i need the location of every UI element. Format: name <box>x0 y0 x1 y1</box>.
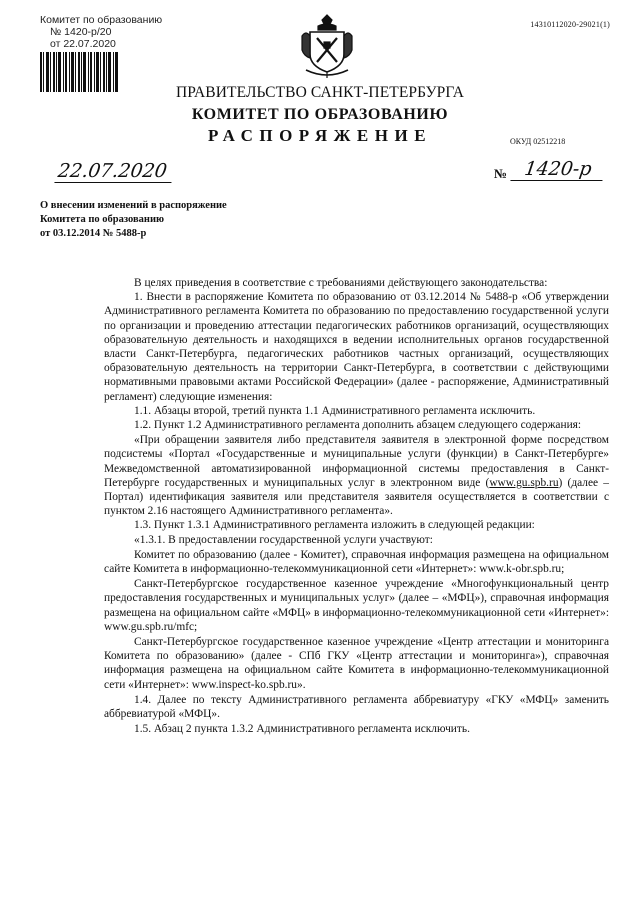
stamp-committee: Комитет по образованию <box>40 14 163 26</box>
okud-code: ОКУД 02512218 <box>510 137 566 146</box>
subject-line: от 03.12.2014 № 5488-р <box>40 228 147 239</box>
document-date: 22.07.2020 <box>54 160 174 183</box>
paragraph: 1.3. Пункт 1.3.1 Административного регламента изложить в следующей редакции: <box>134 519 535 532</box>
document-type: РАСПОРЯЖЕНИЕ <box>207 126 433 145</box>
paragraph: «1.3.1. В предоставлении государственной услуги участвуют: <box>134 533 433 546</box>
government-title: ПРАВИТЕЛЬСТВО САНКТ-ПЕТЕРБУРГА <box>175 84 465 101</box>
paragraph: 1.5. Абзац 2 пункта 1.3.2 Административного регламента исключить. <box>134 723 470 736</box>
registration-stamp <box>40 14 162 50</box>
paragraph: 1.2. Пункт 1.2 Административного регламента дополнить абзацем следующего содержания: <box>134 419 582 432</box>
coat-of-arms-emblem <box>300 14 354 80</box>
stamp-date: от 22.07.2020 <box>50 38 116 50</box>
committee-title: КОМИТЕТ ПО ОБРАЗОВАНИЮ <box>191 106 449 123</box>
paragraph: В целях приведения в соответствие с требованиями действующего законодательства: <box>134 277 548 289</box>
paragraph-text: «При обращении заявителя либо представителя заявителя в электронной форме посредством подсистемы «Портал «Государственные и муниципальные услуги (функции) в Санкт-Петербурге» Межведомственной автоматизированной информационной системы предоставления в Санкт-Петербурге государственных и муниципальных услуг в электронном виде ( <box>104 434 609 489</box>
paragraph-text: ) (далее – Портал) идентификация заявителя или представителя заявителя осуществляется в соответствии с пунктом 2.16 настоящего Административного регламента». <box>104 476 609 518</box>
document-subject <box>40 199 227 241</box>
document-number: 1420-р <box>510 158 605 181</box>
paragraph: 1. Внести в распоряжение Комитета по образованию от 03.12.2014 № 5488-р «Об утверждении Административного регламента Комитета по образованию по предоставлению государственной услуги по организации и проведению аттестации педагогических работников организаций, осуществляющих образовательную деятельность и находящихся в ведении исполнительных органов государственной власти Санкт-Петербурга, педагогических работников частных организаций, осуществляющих образовательную деятельность на территории Санкт-Петербурга, в соответствии с действующими нормативными правовыми актами Российской Федерации» (далее - распоряжение, Административный регламент) следующие изменения: <box>104 291 609 403</box>
number-label: № <box>494 166 508 181</box>
paragraph: Комитет по образованию (далее - Комитет), справочная информация размещена на официальном сайте Комитета в информационно-телекоммуникационной сети «Интернет»: www.k-obr.spb.ru; <box>104 548 609 576</box>
paragraph: Санкт-Петербургское государственное казенное учреждение «Многофункциональный центр предоставления государственных и муниципальных услуг» (далее – «МФЦ»), справочная информация размещена на официальном сайте «МФЦ» в информационно-телекоммуникационной сети «Интернет»: www.gu.spb.ru/mfc; <box>104 578 609 633</box>
paragraph: 1.1. Абзацы второй, третий пункта 1.1 Административного регламента исключить. <box>134 404 536 417</box>
subject-line: Комитета по образованию <box>40 214 165 225</box>
portal-link[interactable]: www.gu.spb.ru <box>489 476 559 489</box>
document-body <box>104 276 609 737</box>
stamp-number: № 1420-р/20 <box>50 26 112 38</box>
paragraph <box>104 433 609 518</box>
registration-number: 14310112020-29021(1) <box>530 20 610 29</box>
paragraph: 1.4. Далее по тексту Административного регламента аббревиатуру «ГКУ «МФЦ» заменить аббревиатурой «МФЦ». <box>104 693 609 721</box>
subject-line: О внесении изменений в распоряжение <box>40 200 227 211</box>
paragraph: Санкт-Петербургское государственное казенное учреждение «Центр аттестации и мониторинга Комитета по образованию» (далее - СПб ГКУ «Центр аттестации и мониторинга»), справочная информация размещена на официальном сайте Комитета в информационно-телекоммуникационной сети «Интернет»: www.inspect-ko.spb.ru». <box>104 636 609 691</box>
